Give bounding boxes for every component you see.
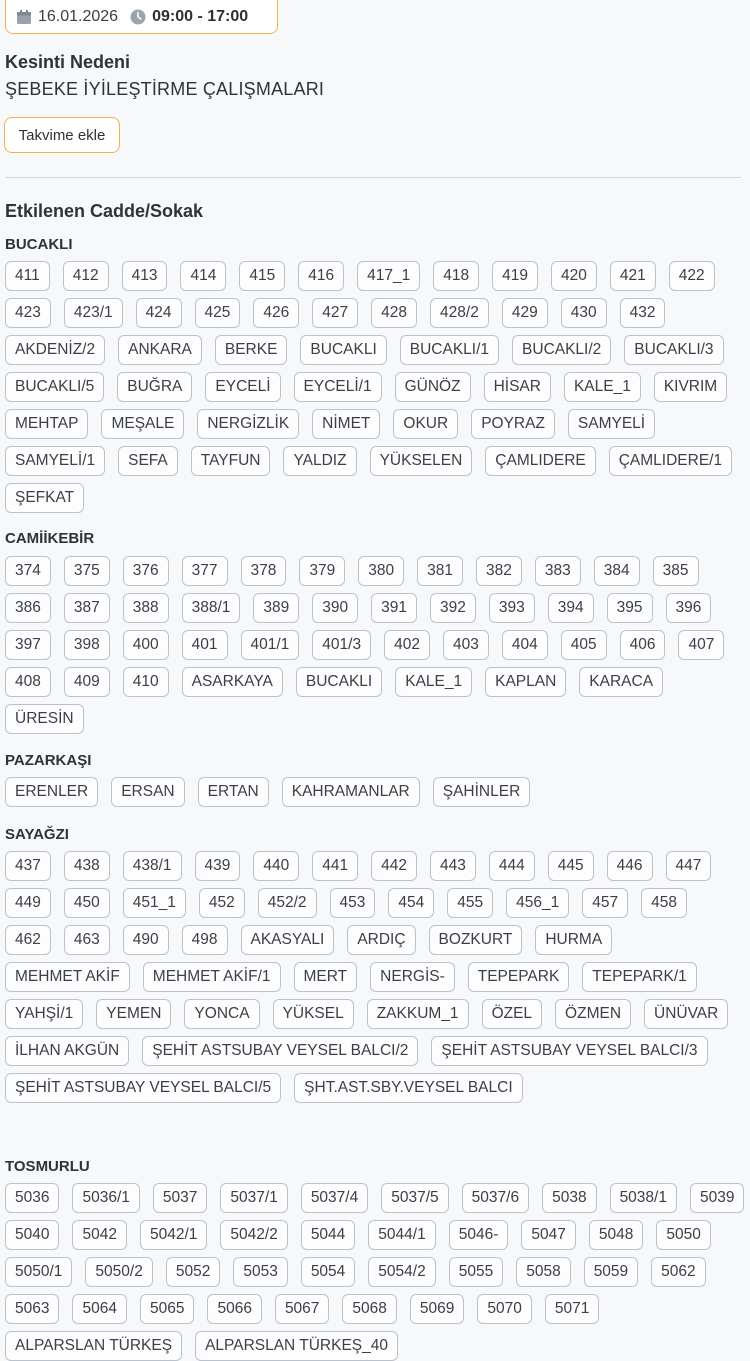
street-chip: KAHRAMANLAR [282, 777, 420, 807]
street-chip: İLHAN AKGÜN [5, 1036, 129, 1066]
street-chip: 400 [123, 630, 169, 660]
street-chip: 394 [548, 593, 594, 623]
street-chip: 438/1 [123, 851, 182, 881]
street-chip: TEPEPARK/1 [582, 962, 696, 992]
street-chip: 398 [64, 630, 110, 660]
street-chip: KALE_1 [395, 667, 472, 697]
street-list [5, 1183, 745, 1361]
street-chip: 408 [5, 667, 51, 697]
street-chip: 5038/1 [610, 1183, 677, 1213]
street-chip: 5040 [5, 1220, 59, 1250]
street-chip: BUCAKLI/1 [400, 335, 499, 365]
street-chip: 405 [561, 630, 607, 660]
street-chip: 5054 [301, 1257, 355, 1287]
street-chip: MEHTAP [5, 409, 88, 439]
street-chip: 381 [417, 556, 463, 586]
street-chip: YONCA [184, 999, 259, 1029]
street-chip: NERGİS- [370, 962, 455, 992]
street-chip: 377 [182, 556, 228, 586]
street-chip: 388 [123, 593, 169, 623]
street-chip: 5050/2 [85, 1257, 152, 1287]
street-chip: BUCAKLI/2 [512, 335, 611, 365]
street-chip: AKASYALI [241, 925, 335, 955]
district-name: CAMİİKEBİR [5, 530, 95, 547]
street-chip: 375 [64, 556, 110, 586]
street-chip: 417_1 [357, 261, 420, 291]
street-chip: ZAKKUM_1 [367, 999, 469, 1029]
street-chip: 5037/6 [462, 1183, 529, 1213]
street-chip: 423/1 [64, 298, 123, 328]
street-chip: YEMEN [96, 999, 171, 1029]
street-chip: 424 [136, 298, 182, 328]
street-chip: 439 [195, 851, 241, 881]
street-chip: 376 [123, 556, 169, 586]
street-chip: 413 [122, 261, 168, 291]
street-chip: 5050 [656, 1220, 710, 1250]
street-chip: OKUR [393, 409, 458, 439]
street-chip: 443 [430, 851, 476, 881]
street-chip: 455 [447, 888, 493, 918]
street-chip: GÜNÖZ [395, 372, 471, 402]
street-chip: 5050/1 [5, 1257, 72, 1287]
street-chip: 454 [388, 888, 434, 918]
street-chip: 5066 [207, 1294, 261, 1324]
street-chip: ÖZEL [482, 999, 542, 1029]
street-chip: 441 [312, 851, 358, 881]
street-chip: 5042 [72, 1220, 126, 1250]
street-chip: BUĞRA [117, 372, 192, 402]
street-chip: YALDIZ [283, 446, 356, 476]
street-chip: 449 [5, 888, 51, 918]
street-chip: 5070 [477, 1294, 531, 1324]
street-chip: 5071 [545, 1294, 599, 1324]
street-chip: KAPLAN [485, 667, 566, 697]
street-chip: EYCELİ/1 [294, 372, 382, 402]
street-chip: 397 [5, 630, 51, 660]
street-list [5, 851, 745, 1103]
street-chip: ASARKAYA [182, 667, 283, 697]
street-chip: 421 [610, 261, 656, 291]
street-chip: 440 [253, 851, 299, 881]
street-chip: 423 [5, 298, 51, 328]
street-chip: 409 [64, 667, 110, 697]
street-chip: 386 [5, 593, 51, 623]
street-chip: ERSAN [111, 777, 184, 807]
street-chip: 387 [64, 593, 110, 623]
street-chip: 422 [669, 261, 715, 291]
street-chip: 444 [489, 851, 535, 881]
street-chip: 429 [502, 298, 548, 328]
street-chip: 412 [63, 261, 109, 291]
street-chip: 374 [5, 556, 51, 586]
street-chip: YÜKSEL [273, 999, 354, 1029]
street-chip: 5036/1 [72, 1183, 139, 1213]
street-chip: ARDIÇ [347, 925, 415, 955]
street-chip: 415 [239, 261, 285, 291]
street-list [5, 777, 745, 807]
street-chip: 490 [123, 925, 169, 955]
street-chip: 5063 [5, 1294, 59, 1324]
street-chip: 447 [666, 851, 712, 881]
street-chip: HURMA [535, 925, 612, 955]
street-chip: 5044 [301, 1220, 355, 1250]
street-chip: 401 [182, 630, 228, 660]
street-chip: ERENLER [5, 777, 98, 807]
street-chip: MEHMET AKİF [5, 962, 130, 992]
street-chip: 428/2 [430, 298, 489, 328]
street-chip: KIVRIM [654, 372, 727, 402]
street-chip: ERTAN [198, 777, 269, 807]
street-chip: 5037/4 [301, 1183, 368, 1213]
street-chip: 5038 [542, 1183, 596, 1213]
street-chip: 396 [666, 593, 712, 623]
street-chip: 384 [594, 556, 640, 586]
reason-value: ŞEBEKE İYİLEŞTİRME ÇALIŞMALARI [5, 79, 325, 99]
outage-date: 16.01.2026 [38, 8, 119, 25]
street-chip: KARACA [579, 667, 663, 697]
street-chip: 445 [548, 851, 594, 881]
street-chip: ŞEHİT ASTSUBAY VEYSEL BALCI/5 [5, 1073, 281, 1103]
street-chip: 403 [443, 630, 489, 660]
divider [5, 177, 741, 178]
street-chip: SAMYELİ [568, 409, 655, 439]
street-chip: MERT [294, 962, 358, 992]
street-chip: 438 [64, 851, 110, 881]
street-chip: 379 [299, 556, 345, 586]
street-chip: ŞHT.AST.SBY.VEYSEL BALCI [294, 1073, 523, 1103]
street-chip: 5048 [589, 1220, 643, 1250]
street-chip: BERKE [215, 335, 288, 365]
street-chip: 457 [582, 888, 628, 918]
street-chip: ALPARSLAN TÜRKEŞ [5, 1331, 182, 1361]
street-chip: KALE_1 [564, 372, 641, 402]
street-chip: BUCAKLI/3 [624, 335, 723, 365]
street-chip: YÜKSELEN [370, 446, 473, 476]
street-chip: 410 [123, 667, 169, 697]
street-chip: TEPEPARK [468, 962, 570, 992]
street-chip: 385 [653, 556, 699, 586]
street-chip: ŞEHİT ASTSUBAY VEYSEL BALCI/2 [142, 1036, 418, 1066]
street-chip: MEHMET AKİF/1 [143, 962, 281, 992]
street-chip: BUCAKLI/5 [5, 372, 104, 402]
street-chip: 5044/1 [368, 1220, 435, 1250]
street-chip: 450 [64, 888, 110, 918]
street-chip: 5037/5 [381, 1183, 448, 1213]
street-chip: 419 [492, 261, 538, 291]
street-chip: 382 [476, 556, 522, 586]
street-chip: 378 [241, 556, 287, 586]
street-chip: 401/1 [241, 630, 300, 660]
street-chip: 402 [384, 630, 430, 660]
street-chip: ALPARSLAN TÜRKEŞ_40 [195, 1331, 398, 1361]
district-name: TOSMURLU [5, 1158, 90, 1175]
district-name: BUCAKLI [5, 236, 73, 253]
street-chip: 407 [678, 630, 724, 660]
street-chip: ÜRESİN [5, 704, 84, 734]
street-chip: BUCAKLI [296, 667, 382, 697]
street-chip: 5042/1 [140, 1220, 207, 1250]
street-chip: 5037 [153, 1183, 207, 1213]
street-chip: ANKARA [118, 335, 202, 365]
street-chip: 451_1 [123, 888, 186, 918]
street-chip: 5047 [521, 1220, 575, 1250]
street-chip: 390 [312, 593, 358, 623]
street-chip: 5037/1 [220, 1183, 287, 1213]
outage-time: 09:00 - 17:00 [152, 8, 249, 25]
street-chip: 420 [551, 261, 597, 291]
street-chip: ÖZMEN [555, 999, 631, 1029]
street-chip: 391 [371, 593, 417, 623]
street-chip: 393 [489, 593, 535, 623]
street-chip: 5052 [166, 1257, 220, 1287]
street-chip: 395 [607, 593, 653, 623]
street-chip: ŞEHİT ASTSUBAY VEYSEL BALCI/3 [431, 1036, 707, 1066]
street-chip: SAMYELİ/1 [5, 446, 105, 476]
street-chip: 5055 [449, 1257, 503, 1287]
street-chip: 5053 [233, 1257, 287, 1287]
street-chip: ŞEFKAT [5, 483, 84, 513]
street-chip: 452 [199, 888, 245, 918]
street-chip: 463 [64, 925, 110, 955]
street-chip: 5068 [342, 1294, 396, 1324]
street-chip: 380 [358, 556, 404, 586]
date-time-box [5, 0, 278, 34]
street-chip: NİMET [312, 409, 380, 439]
street-chip: 5062 [651, 1257, 705, 1287]
street-list [5, 556, 745, 734]
street-chip: 5042/2 [220, 1220, 287, 1250]
reason-title: Kesinti Nedeni [5, 52, 131, 72]
street-chip: 5039 [690, 1183, 744, 1213]
street-chip: 498 [182, 925, 228, 955]
street-chip: ÇAMLIDERE [485, 446, 595, 476]
street-chip: ÇAMLIDERE/1 [609, 446, 732, 476]
street-chip: 453 [330, 888, 376, 918]
affected-streets-title: Etkilenen Cadde/Sokak [5, 201, 204, 221]
street-chip: NERGİZLİK [197, 409, 299, 439]
street-chip: 5067 [275, 1294, 329, 1324]
street-chip: 383 [535, 556, 581, 586]
street-chip: BUCAKLI [300, 335, 386, 365]
street-chip: 442 [371, 851, 417, 881]
street-chip: 446 [607, 851, 653, 881]
street-chip: 5069 [410, 1294, 464, 1324]
street-chip: BOZKURT [429, 925, 523, 955]
street-chip: 5054/2 [368, 1257, 435, 1287]
street-chip: 416 [298, 261, 344, 291]
street-chip: 406 [620, 630, 666, 660]
street-chip: ŞAHİNLER [433, 777, 531, 807]
street-chip: 411 [5, 261, 50, 291]
street-list [5, 261, 745, 513]
street-chip: ÜNÜVAR [644, 999, 728, 1029]
street-chip: POYRAZ [471, 409, 555, 439]
district-name: PAZARKAŞI [5, 752, 92, 769]
district-name: SAYAĞZI [5, 826, 69, 843]
street-chip: 414 [180, 261, 226, 291]
street-chip: 430 [561, 298, 607, 328]
street-chip: 437 [5, 851, 51, 881]
street-chip: 432 [620, 298, 666, 328]
street-chip: TAYFUN [191, 446, 271, 476]
street-chip: 5046- [449, 1220, 509, 1250]
street-chip: 418 [433, 261, 479, 291]
clock-icon [130, 9, 146, 25]
add-to-calendar-button[interactable]: Takvime ekle [4, 117, 120, 153]
street-chip: HİSAR [484, 372, 551, 402]
calendar-icon [16, 9, 32, 25]
street-chip: 5064 [72, 1294, 126, 1324]
street-chip: 388/1 [182, 593, 241, 623]
street-chip: 462 [5, 925, 51, 955]
street-chip: 5065 [140, 1294, 194, 1324]
street-chip: 458 [641, 888, 687, 918]
street-chip: 426 [253, 298, 299, 328]
street-chip: 5059 [584, 1257, 638, 1287]
street-chip: 401/3 [312, 630, 371, 660]
street-chip: MEŞALE [101, 409, 184, 439]
street-chip: YAHŞİ/1 [5, 999, 83, 1029]
street-chip: EYCELİ [205, 372, 280, 402]
street-chip: 452/2 [258, 888, 317, 918]
street-chip: SEFA [118, 446, 178, 476]
street-chip: 392 [430, 593, 476, 623]
street-chip: 389 [253, 593, 299, 623]
street-chip: 5058 [516, 1257, 570, 1287]
street-chip: 5036 [5, 1183, 59, 1213]
street-chip: AKDENİZ/2 [5, 335, 105, 365]
street-chip: 427 [312, 298, 358, 328]
street-chip: 404 [502, 630, 548, 660]
street-chip: 425 [195, 298, 241, 328]
street-chip: 428 [371, 298, 417, 328]
street-chip: 456_1 [506, 888, 569, 918]
